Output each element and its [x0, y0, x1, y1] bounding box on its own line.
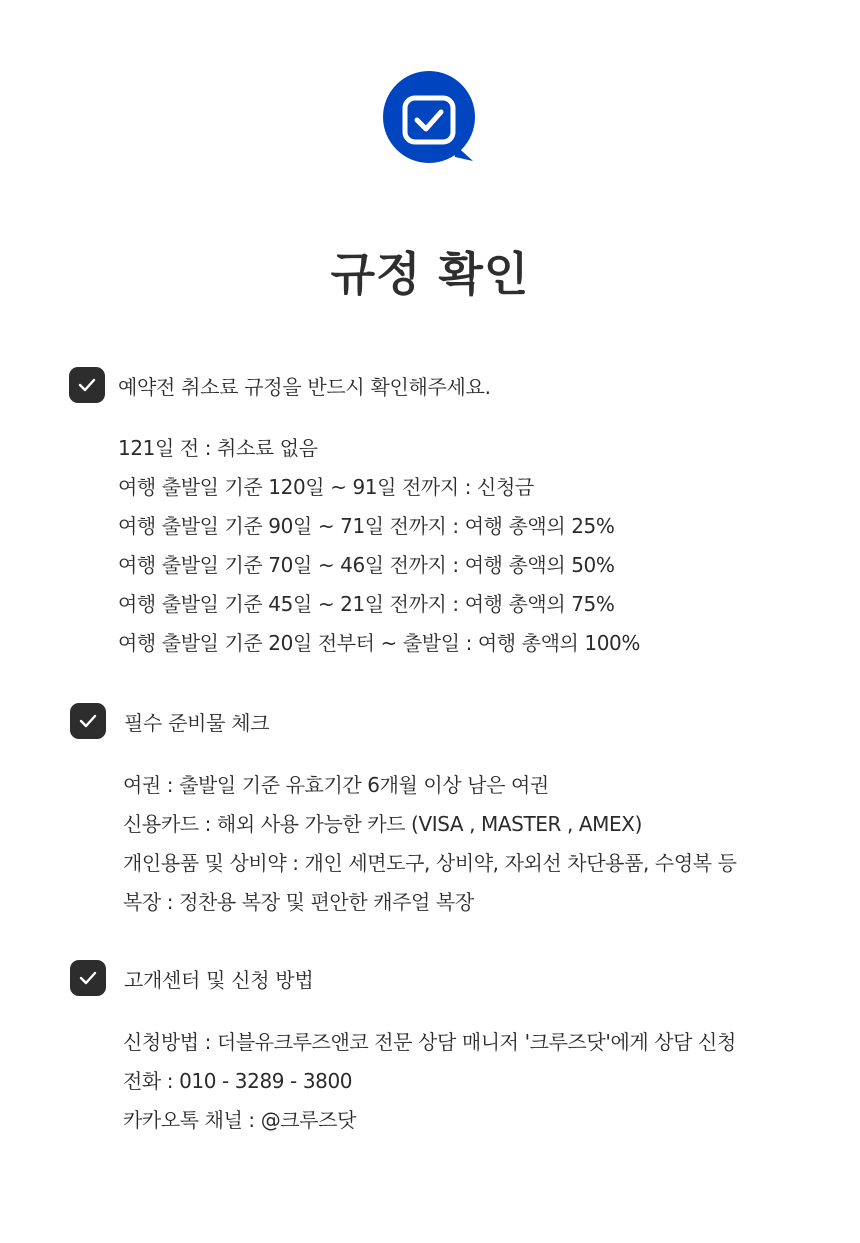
contact-line: 신청방법 : 더블유크루즈앤코 전문 상담 매니저 '크루즈닷'에게 상담 신청	[123, 1030, 736, 1054]
contact-line: 카카오톡 채널 : @크루즈닷	[123, 1108, 357, 1132]
checklist-line: 신용카드 : 해외 사용 가능한 카드 (VISA , MASTER , AMEX)	[123, 812, 642, 836]
checkbox-icon	[70, 960, 106, 996]
policy-line: 여행 출발일 기준 70일 ~ 46일 전까지 : 여행 총액의 50%	[118, 553, 615, 577]
policy-line: 여행 출발일 기준 90일 ~ 71일 전까지 : 여행 총액의 25%	[118, 514, 615, 538]
checkbox-icon	[70, 703, 106, 739]
section-cancellation-header	[69, 367, 491, 403]
checklist-line: 복장 : 정찬용 복장 및 편안한 캐주얼 복장	[123, 890, 474, 914]
section-contact-body	[123, 1023, 736, 1140]
checklist-line: 개인용품 및 상비약 : 개인 세면도구, 상비약, 자외선 차단용품, 수영복 등	[123, 851, 737, 875]
section-title: 고개센터 및 신청 방법	[124, 967, 314, 992]
policy-line: 여행 출발일 기준 20일 전부터 ~ 출발일 : 여행 총액의 100%	[118, 631, 640, 655]
checkbox-icon	[69, 367, 105, 403]
section-title: 예약전 취소료 규정을 반드시 확인해주세요.	[118, 374, 491, 399]
policy-line: 여행 출발일 기준 45일 ~ 21일 전까지 : 여행 총액의 75%	[118, 592, 615, 616]
checklist-line: 여권 : 출발일 기준 유효기간 6개월 이상 남은 여권	[123, 773, 549, 797]
policy-line: 121일 전 : 취소료 없음	[118, 436, 318, 460]
section-title: 필수 준비물 체크	[124, 710, 270, 735]
section-contact-header	[70, 960, 313, 996]
logo-check-icon	[383, 71, 475, 163]
section-checklist-header	[70, 703, 269, 739]
section-cancellation-body	[118, 429, 640, 663]
policy-line: 여행 출발일 기준 120일 ~ 91일 전까지 : 신청금	[118, 475, 534, 499]
contact-line: 전화 : 010 - 3289 - 3800	[123, 1069, 353, 1093]
page-title: 규정 확인	[330, 247, 530, 301]
section-checklist-body	[123, 766, 737, 922]
